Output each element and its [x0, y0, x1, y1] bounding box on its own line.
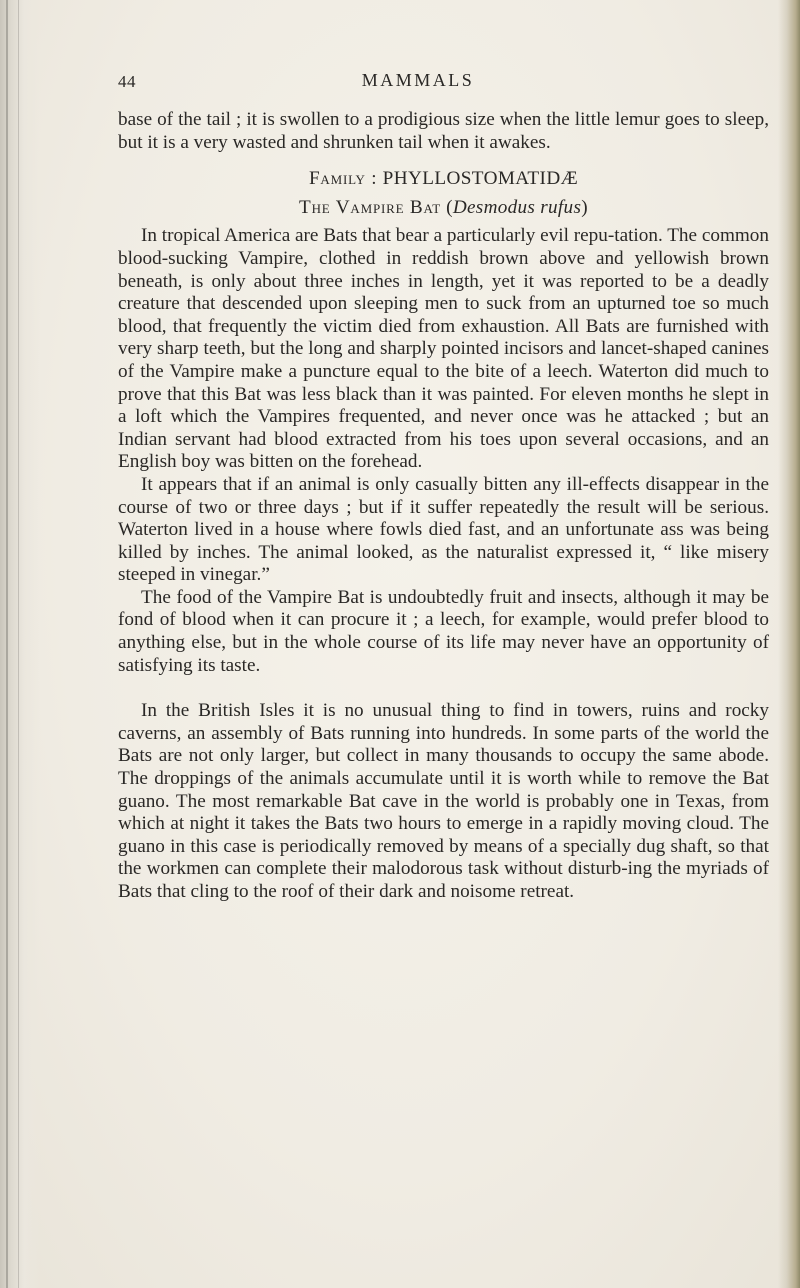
paragraph-vampire-intro: In tropical America are Bats that bear a particularly evil repu-tation. The common blood-sucking Vampire, clothed in reddish brown above and yellowish brown beneath, is only about three inches in length, yet it was reported to be a deadly creature that descended upon sleeping men to suck from an upturned toe so much blood, that frequently the victim died from exhaustion. All Bats are furnished with very sharp teeth, but the long and sharply pointed incisors and lancet-shaped canines of the Vampire make a puncture equal to the bite of a leech. Waterton did much to prove that this Bat was less black than it was painted. For eleven months he slept in a loft which the Vampires frequented, and never once was he attacked ; but an Indian servant had blood extracted from his toes upon several occasions, and an English boy was bitten on the forehead. [118, 225, 769, 473]
family-name: PHYLLOSTOMATIDÆ [382, 168, 579, 190]
species-heading [118, 197, 769, 220]
page-edge [778, 0, 800, 1288]
family-heading [118, 168, 769, 191]
species-latin-name: Desmodus rufus [452, 196, 582, 218]
species-close-paren: ) [581, 196, 588, 218]
paragraph-bat-colonies: In the British Isles it is no unusual thing to find in towers, ruins and rocky caverns, an assembly of Bats running into hundreds. In some parts of the world the Bats are not only larger, but collect in many thousands to occupy the same abode. The droppings of the animals accumulate until it is worth while to remove the Bat guano. The most remarkable Bat cave in the world is probably one in Texas, from which at night it takes the Bats two hours to emerge in a rapidly moving cloud. The guano in this case is periodically removed by means of a specially dug shaft, so that the workmen can complete their malodorous task without disturb-ing the myriads of Bats that cling to the roof of their dark and noisome retreat. [118, 700, 769, 902]
species-common-name: The Vampire Bat [299, 196, 442, 218]
section-gap [118, 677, 769, 700]
page-body [118, 109, 769, 904]
family-label: Family : [308, 168, 378, 190]
running-head: MAMMALS [361, 70, 475, 90]
paragraph-vampire-food: The food of the Vampire Bat is undoubtedly fruit and insects, although it may be fond of blood when it can procure it ; a leech, for example, would prefer blood to anything else, but in the whole course of its life may never have an opportunity of satisfying its taste. [118, 586, 769, 676]
page-number: 44 [118, 72, 136, 91]
species-open-paren: ( [446, 196, 453, 218]
continuation-paragraph: base of the tail ; it is swollen to a prodigious size when the little lemur goes to sleep, but it is a very wasted and shrunken tail when it awakes. [118, 109, 769, 153]
page-binding-shadow [0, 0, 40, 1288]
page-header [118, 62, 718, 92]
paragraph-bite-effects: It appears that if an animal is only casually bitten any ill-effects disappear in the course of two or three days ; but if it suffer repeatedly the result will be serious. Waterton lived in a house where fowls died fast, and an unfortunate ass was being killed by inches. The animal looked, as the naturalist expressed it, “ like misery steeped in vinegar.” [118, 473, 769, 586]
